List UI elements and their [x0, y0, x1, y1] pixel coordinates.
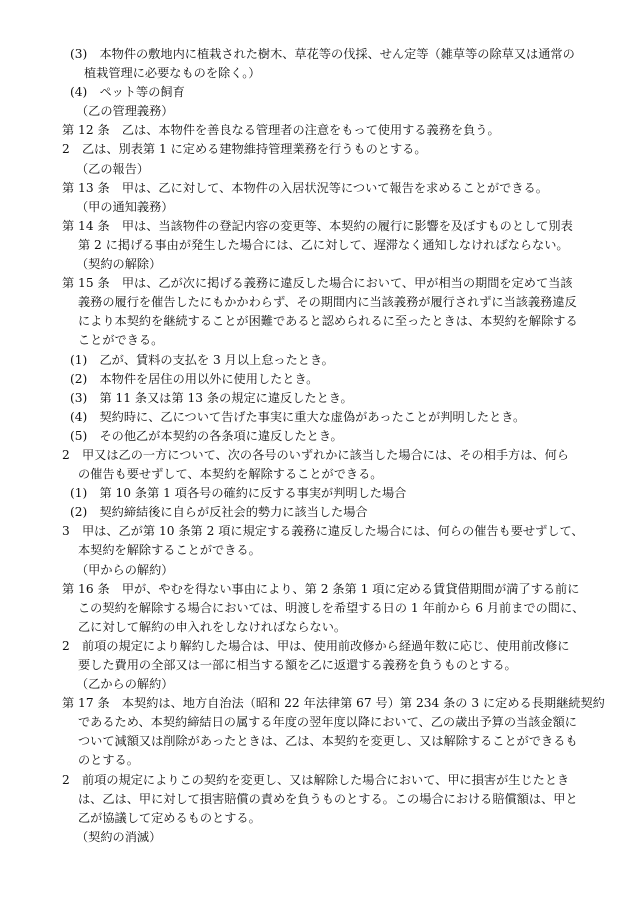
article-line: 第 16 条 甲が、やむを得ない事由により、第 2 条第 1 項に定める賃貸借期間が満了する前に — [62, 581, 580, 596]
article-heading: （乙からの解約） — [76, 677, 174, 692]
continuation-line: 第 2 に掲げる事由が発生した場合には、乙に対して、遅滞なく通知しなければならない。 — [78, 237, 569, 252]
list-item: (3) 本物件の敷地内に植栽された樹木、草花等の伐採、せん定等（雑草等の除草又は通常の — [70, 47, 575, 61]
paragraph-line: 2 乙は、別表第 1 に定める建物維持管理業務を行うものとする。 — [62, 142, 427, 157]
paragraph-line: 2 前項の規定によりこの契約を変更し、又は解除した場合において、甲に損害が生じたとき — [62, 772, 570, 787]
article-heading: （契約の解除） — [76, 257, 162, 272]
article-heading: （甲からの解約） — [76, 562, 174, 577]
list-item: (1) 第 10 条第 1 項各号の確約に反する事実が判明した場合 — [70, 486, 407, 501]
article-line: 第 17 条 本契約は、地方自治法（昭和 22 年法律第 67 号）第 234 条の 3 に定める長期継続契約 — [62, 696, 605, 711]
document-body — [62, 45, 605, 847]
article-line: 第 13 条 甲は、乙に対して、本物件の入居状況等について報告を求めることができる。 — [62, 180, 548, 195]
article-heading: （甲の通知義務） — [76, 199, 174, 214]
list-item: (2) 契約締結後に自らが反社会的勢力に該当した場合 — [70, 505, 368, 520]
paragraph-line: 2 前項の規定により解約した場合は、甲は、使用前改修から経過年数に応じ、使用前改修に — [62, 638, 570, 653]
paragraph-line: 2 甲又は乙の一方について、次の各号のいずれかに該当した場合には、その相手方は、何ら — [62, 447, 569, 462]
list-item: (4) 契約時に、乙について告げた事実に重大な虚偽があったことが判明したとき。 — [70, 409, 526, 424]
continuation-line: ことができる。 — [78, 333, 164, 348]
article-heading: （乙の管理義務） — [76, 104, 174, 119]
continuation-line: であるため、本契約締結日の属する年度の翌年度以降において、乙の歳出予算の当該金額に — [78, 715, 577, 730]
continuation-line: 乙が協議して定めるものとする。 — [78, 810, 261, 825]
article-heading: （乙の報告） — [76, 161, 150, 176]
continuation-line: この契約を解除する場合においては、明渡しを希望する日の 1 年前から 6 月前までの間に、 — [78, 600, 585, 615]
continuation-line: ついて減額又は削除があったときは、乙は、本契約を変更し、又は解除することができるも — [78, 734, 578, 749]
list-item: (5) その他乙が本契約の各条項に違反したとき。 — [70, 428, 343, 443]
article-line: 第 12 条 乙は、本物件を善良なる管理者の注意をもって使用する義務を負う。 — [62, 123, 500, 138]
paragraph-line: 3 甲は、乙が第 10 条第 2 項に規定する義務に違反した場合には、何らの催告も要せずして、 — [62, 524, 584, 539]
list-item: (4) ペット等の飼育 — [70, 85, 185, 100]
list-item: (3) 第 11 条又は第 13 条の規定に違反したとき。 — [70, 390, 353, 405]
continuation-line: により本契約を継続することが困難であると認められるに至ったときは、本契約を解除する — [78, 314, 578, 329]
continuation-line: 植栽管理に必要なものを除く。） — [84, 66, 261, 81]
list-item: (1) 乙が、賃料の支払を 3 月以上怠ったとき。 — [70, 352, 334, 367]
continuation-line: のとする。 — [78, 753, 139, 768]
continuation-line: 義務の履行を催告したにもかかわらず、その期間内に当該義務が履行されずに当該義務違反 — [78, 295, 577, 310]
article-line: 第 14 条 甲は、当該物件の登記内容の変更等、本契約の履行に影響を及ぼすものとして別表 — [62, 218, 573, 233]
continuation-line: 要した費用の全部又は一部に相当する額を乙に返還する義務を負うものとする。 — [78, 658, 517, 672]
continuation-line: は、乙は、甲に対して損害賠償の責めを負うものとする。この場合における賠償額は、甲と — [78, 791, 578, 806]
continuation-line: 乙に対して解約の申入れをしなければならない。 — [78, 619, 347, 634]
list-item: (2) 本物件を居住の用以外に使用したとき。 — [70, 371, 319, 386]
continuation-line: の催告も要せずして、本契約を解除することができる。 — [78, 467, 383, 482]
article-heading: （契約の消滅） — [76, 829, 162, 844]
article-line: 第 15 条 甲は、乙が次に掲げる義務に違反した場合において、甲が相当の期間を定めて当該 — [62, 276, 573, 291]
continuation-line: 本契約を解除することができる。 — [78, 543, 261, 558]
